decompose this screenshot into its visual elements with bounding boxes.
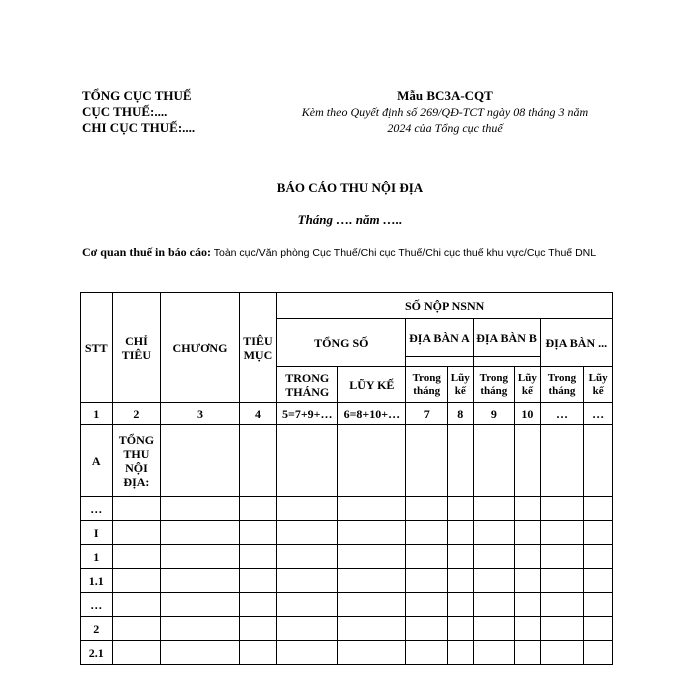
decision-reference-line1: Kèm theo Quyết định số 269/QĐ-TCT ngày 08 tháng 3 năm: [301, 105, 589, 119]
form-reference-block: [270, 88, 620, 136]
issuing-agency-block: [82, 88, 195, 136]
row-chi-tieu: TỔNG THU NỘI ĐỊA:: [112, 425, 161, 497]
cell: [540, 641, 584, 665]
printing-agency-value: Toàn cục/Văn phòng Cục Thuế/Chi cục Thuế/Chi cục thuế khu vực/Cục Thuế DNL: [211, 247, 597, 259]
cell: [239, 521, 277, 545]
column-number: 5=7+9+…: [277, 403, 338, 425]
cell: [473, 497, 515, 521]
cell: [161, 617, 239, 641]
header-dia-ban-b-spacer: [473, 357, 540, 367]
cell: [277, 497, 338, 521]
row-stt: …: [81, 497, 113, 521]
header-so-nop-nsnn: SỐ NỘP NSNN: [277, 293, 613, 319]
cell: [239, 569, 277, 593]
cell: [473, 593, 515, 617]
cell: [584, 545, 613, 569]
cell: [161, 569, 239, 593]
cell: [540, 569, 584, 593]
header-tong-trong-thang: TRONG THÁNG: [277, 367, 338, 403]
cell: [540, 593, 584, 617]
cell: [540, 521, 584, 545]
column-number: …: [584, 403, 613, 425]
row-chi-tieu: [112, 569, 161, 593]
cell: [161, 593, 239, 617]
cell: [473, 641, 515, 665]
cell: [515, 617, 540, 641]
column-number: 7: [406, 403, 448, 425]
cell: [338, 521, 406, 545]
cell: [584, 641, 613, 665]
header-dia-ban-a: ĐỊA BÀN A: [406, 319, 473, 357]
cell: [448, 425, 473, 497]
cell: [338, 545, 406, 569]
cell: [515, 425, 540, 497]
header-b-trong-thang: Trong tháng: [473, 367, 515, 403]
table-row: [81, 497, 613, 521]
header-etc-trong-thang: Trong tháng: [540, 367, 584, 403]
cell: [161, 521, 239, 545]
cell: [448, 521, 473, 545]
cell: [584, 521, 613, 545]
form-code: Mẫu BC3A-CQT: [397, 88, 493, 103]
cell: [473, 545, 515, 569]
cell: [584, 569, 613, 593]
header-dia-ban-a-spacer: [406, 357, 473, 367]
report-title: BÁO CÁO THU NỘI ĐỊA: [276, 180, 424, 195]
cell: [406, 617, 448, 641]
cell: [277, 641, 338, 665]
cell: [584, 593, 613, 617]
header-b-luy-ke: Lũy kế: [515, 367, 540, 403]
cell: [473, 617, 515, 641]
cell: [277, 617, 338, 641]
cell: [448, 617, 473, 641]
cell: [515, 545, 540, 569]
column-number: 9: [473, 403, 515, 425]
decision-reference-line2: 2024 của Tổng cục thuế: [387, 121, 503, 135]
table-row: [81, 545, 613, 569]
table-row: [81, 569, 613, 593]
table-row: [81, 617, 613, 641]
cell: [448, 641, 473, 665]
cell: [406, 641, 448, 665]
cell: [161, 497, 239, 521]
header-chuong: CHƯƠNG: [161, 293, 239, 403]
row-chi-tieu: [112, 497, 161, 521]
row-stt: A: [81, 425, 113, 497]
cell: [473, 569, 515, 593]
row-stt: 1.1: [81, 569, 113, 593]
cell: [406, 593, 448, 617]
header-a-trong-thang: Trong tháng: [406, 367, 448, 403]
cell: [239, 617, 277, 641]
cell: [515, 569, 540, 593]
column-number: 6=8+10+…: [338, 403, 406, 425]
row-chi-tieu: [112, 617, 161, 641]
report-period: Tháng …. năm …..: [297, 212, 403, 227]
cell: [540, 617, 584, 641]
cell: [540, 545, 584, 569]
cell: [584, 497, 613, 521]
header-tong-luy-ke: LŨY KẾ: [338, 367, 406, 403]
table-row: [81, 641, 613, 665]
cell: [406, 425, 448, 497]
table-row: [81, 425, 613, 497]
cell: [540, 425, 584, 497]
cell: [338, 641, 406, 665]
row-chi-tieu: [112, 641, 161, 665]
header-a-luy-ke: Lũy kế: [448, 367, 473, 403]
cell: [277, 569, 338, 593]
agency-department: CỤC THUẾ:....: [82, 104, 168, 119]
cell: [338, 569, 406, 593]
table-row: [81, 521, 613, 545]
header-tong-so: TỔNG SỐ: [277, 319, 406, 367]
revenue-report-table: [80, 292, 613, 665]
cell: [473, 521, 515, 545]
column-number: 2: [112, 403, 161, 425]
cell: [515, 641, 540, 665]
column-number: 1: [81, 403, 113, 425]
cell: [338, 497, 406, 521]
cell: [239, 497, 277, 521]
cell: [515, 593, 540, 617]
column-number: …: [540, 403, 584, 425]
header-dia-ban-b: ĐỊA BÀN B: [473, 319, 540, 357]
cell: [448, 569, 473, 593]
cell: [161, 545, 239, 569]
row-stt: 2: [81, 617, 113, 641]
cell: [448, 545, 473, 569]
cell: [277, 425, 338, 497]
column-number-row: [81, 403, 613, 425]
column-number: 3: [161, 403, 239, 425]
cell: [473, 425, 515, 497]
cell: [277, 593, 338, 617]
header-tieu-muc: TIÊU MỤC: [239, 293, 277, 403]
cell: [406, 569, 448, 593]
row-stt: I: [81, 521, 113, 545]
agency-general-department: TỔNG CỤC THUẾ: [82, 88, 192, 103]
cell: [515, 521, 540, 545]
row-stt: 1: [81, 545, 113, 569]
cell: [239, 425, 277, 497]
cell: [584, 617, 613, 641]
cell: [239, 593, 277, 617]
cell: [406, 497, 448, 521]
cell: [448, 497, 473, 521]
cell: [406, 521, 448, 545]
cell: [515, 497, 540, 521]
column-number: 10: [515, 403, 540, 425]
cell: [277, 545, 338, 569]
cell: [540, 497, 584, 521]
row-chi-tieu: [112, 593, 161, 617]
cell: [161, 425, 239, 497]
cell: [338, 593, 406, 617]
table-row: [81, 593, 613, 617]
cell: [239, 545, 277, 569]
header-stt: STT: [81, 293, 113, 403]
cell: [448, 593, 473, 617]
printing-agency-label: Cơ quan thuế in báo cáo:: [82, 245, 212, 259]
row-chi-tieu: [112, 521, 161, 545]
agency-sub-department: CHI CỤC THUẾ:....: [82, 120, 196, 135]
column-number: 4: [239, 403, 277, 425]
cell: [338, 425, 406, 497]
header-dia-ban-etc: ĐỊA BÀN ...: [540, 319, 612, 367]
cell: [277, 521, 338, 545]
cell: [239, 641, 277, 665]
cell: [406, 545, 448, 569]
row-stt: 2.1: [81, 641, 113, 665]
cell: [338, 617, 406, 641]
header-chi-tieu: CHỈ TIÊU: [112, 293, 161, 403]
cell: [584, 425, 613, 497]
column-number: 8: [448, 403, 473, 425]
printing-agency-line: [82, 245, 612, 261]
header-etc-luy-ke: Lũy kế: [584, 367, 613, 403]
row-chi-tieu: [112, 545, 161, 569]
row-stt: …: [81, 593, 113, 617]
cell: [161, 641, 239, 665]
